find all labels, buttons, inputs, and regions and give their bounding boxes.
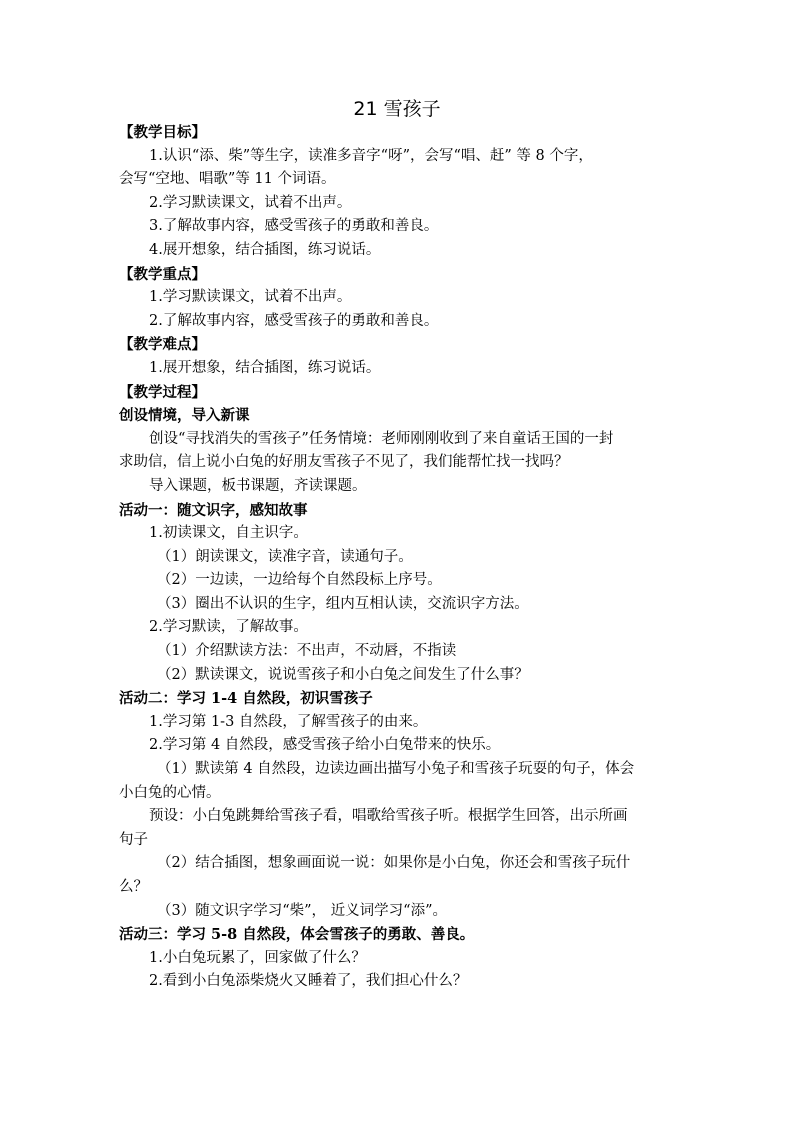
- body-line: 么？: [119, 879, 148, 895]
- body-line: 1.展开想象，结合插图，练习说话。: [149, 359, 381, 376]
- activity-heading: 活动三：学习 5-8 自然段，体会雪孩子的勇敢、善良。: [119, 926, 475, 944]
- activity-heading: 活动二：学习 1-4 自然段，初识雪孩子: [119, 690, 373, 708]
- document-body: [119, 121, 684, 994]
- activity-heading: 创设情境，导入新课: [119, 407, 250, 425]
- section-heading: 【教学重点】: [119, 265, 206, 283]
- body-line: 小白兔的心情。: [119, 784, 221, 801]
- document-title: 21 雪孩子: [353, 98, 441, 120]
- body-line: 会写“空地、唱歌”等 11 个词语。: [119, 171, 336, 188]
- body-line: （1）介绍默读方法：不出声，不动唇，不指读: [157, 643, 457, 660]
- body-line: （2）结合插图，想象画面说一说：如果你是小白兔，你还会和雪孩子玩什: [157, 855, 631, 872]
- body-line: 2.学习第 4 自然段，感受雪孩子给小白兔带来的快乐。: [149, 737, 501, 754]
- body-line: 1.初读课文，自主识字。: [149, 525, 308, 542]
- section-heading: 【教学过程】: [119, 383, 206, 401]
- body-line: 2.学习默读课文，试着不出声。: [149, 194, 352, 211]
- body-line: 1.学习第 1-3 自然段，了解雪孩子的由来。: [149, 713, 428, 730]
- body-line: （3）圈出不认识的生字，组内互相认读，交流识字方法。: [157, 595, 529, 612]
- body-line: 1.认识“添、柴”等生字，读准多音字“呀”，会写“唱、赶” 等 8 个字，: [149, 147, 593, 164]
- body-line: 2.学习默读，了解故事。: [149, 619, 308, 636]
- body-line: （2）一边读，一边给每个自然段标上序号。: [157, 572, 442, 589]
- section-heading: 【教学目标】: [119, 124, 206, 141]
- body-line: 4.展开想象，结合插图，练习说话。: [149, 241, 381, 258]
- section-heading: 【教学难点】: [119, 336, 206, 354]
- body-line: （2）默读课文，说说雪孩子和小白兔之间发生了什么事？: [157, 666, 529, 683]
- body-line: （1）朗读课文，读准字音，读通句子。: [157, 548, 413, 565]
- body-line: 导入课题，板书课题，齐读课题。: [149, 477, 367, 494]
- body-line: （3）随文识字学习“柴”， 近义词学习“添”。: [157, 902, 447, 919]
- body-line: 1.学习默读课文，试着不出声。: [149, 289, 352, 306]
- body-line: （1）默读第 4 自然段，边读边画出描写小兔子和雪孩子玩耍的句子，体会: [157, 761, 635, 778]
- body-line: 2.看到小白兔添柴烧火又睡着了，我们担心什么？: [149, 973, 468, 990]
- body-line: 创设“寻找消失的雪孩子”任务情境：老师刚刚收到了来自童话王国的一封: [149, 430, 614, 447]
- body-line: 求助信，信上说小白兔的好朋友雪孩子不见了，我们能帮忙找一找吗？: [119, 454, 569, 471]
- body-line: 句子: [119, 831, 148, 848]
- body-line: 预设：小白兔跳舞给雪孩子看，唱歌给雪孩子听。根据学生回答，出示所画: [149, 808, 628, 825]
- body-line: 1.小白兔玩累了，回家做了什么？: [149, 949, 366, 966]
- activity-heading: 活动一：随文识字，感知故事: [119, 501, 308, 519]
- body-line: 3.了解故事内容，感受雪孩子的勇敢和善良。: [149, 218, 439, 235]
- body-line: 2.了解故事内容，感受雪孩子的勇敢和善良。: [149, 312, 439, 329]
